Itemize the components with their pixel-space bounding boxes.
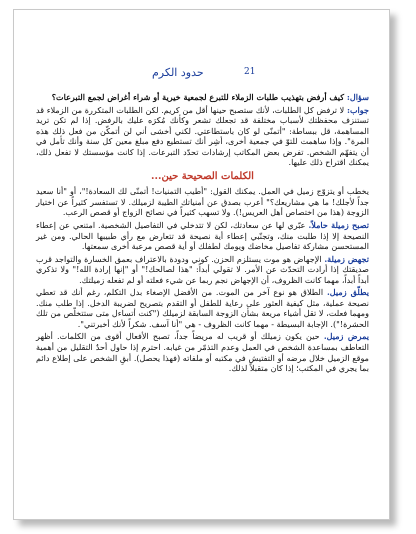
pregnancy-text: عبّري لها عن سعادتك، لكن لا تتدخلي في التفاصيل الشخصية. امتنعي عن إعطاء النصيحة إلا إذا طلبت منك، وتجنّبي إعطاء أية نصيحة قد تتعارض مع رأي طبيبها الحالي. ومن غير المستحسن مشاركة تفاصيل مخاضك ويومك لطفلك أو أية قصص مرعبة أخرى سمعتها. xyxy=(36,220,369,252)
answer-text: لا ترفض كل الطلبات، لأنك ستصبح حينها أقل من كريم. لكن الطلبات المتكررة من الزملاء قد تستنزف محفظتك لأسباب مختلفة قد تجعلك تشعر وكأنك مُكرَه عليك بالرفض. إذا لم تكن تريد المساهمة، قل ببساطة: "أتمنّى لو كان باستطاعتي. لكني أخشى أني لن أتمكّن من فعل ذلك هذه المرة". وإذا ساهمت للتوّ في جمعية أخرى، أشِر أنك تستطيع دفع مبلغ معين كل سنة وأنك تأمل في أن يتفهّم الشخص. تفرض بعض المكاتب إرشادات تحدّد التبرعات. إذا كانت مؤسستك لا تفعل ذلك، يمكنك اقتراح ذلك عليها. xyxy=(36,104,369,168)
section-title: الكلمات الصحيحة حين... xyxy=(151,170,254,182)
question-paragraph xyxy=(36,92,369,103)
answer-label: جواب: xyxy=(346,104,369,115)
page-body xyxy=(36,92,369,376)
miscarriage-text: الإجهاض هو موت يستلزم الحزن. كوني ودودة بالاعتراف بعمق الخسارة والتواجد قرب صديقتك إذا أرادت التحدّث عن الأمر. لا تقولي أبداً: "هذا لصالحك!" أو "إنها إرادة الله!" ولا تذكري أبداً أبداً، مهما كانت الظروف، أن الإجهاض نجم ربما عن شيء فعلته أو لم تفعله زميلتك. xyxy=(36,253,369,285)
answer-paragraph xyxy=(36,105,369,168)
page-title: حدود الكرم xyxy=(152,66,204,79)
illness-text: حين يكون زميلك أو قريب له مريضاً جداً، تصبح الأفعال أقوى من الكلمات. أظهر التعاطف بمساعدة الشخص في العمل وعدم التذمّر من غيابه. احترم إذا حاول أحدٌ التقليل من أهمية موقع الزميل خلال مرضه أو التفتيش في مكتبه أو ملفاته (فهذا يحصل). أبقِ الشخص على إطلاع دائم بما يجري في المكتب؛ إذا كان متقبلاً لذلك. xyxy=(36,331,369,374)
page-header xyxy=(14,66,389,82)
miscarriage-label: تجهض زميلة. xyxy=(324,253,369,264)
divorce-text: الطلاق هو نوع آخر من الموت. من الأفضل الإصغاء بدل التكلم، رغم أنك قد تعطي نصيحة عملية، مثل كيفية العثور على رعاية للطفل أو التقدم بتصريح لضريبة الدخل. إذا طلب منك. ومهما فعلت، لا تقل أشياء مريعة بشأن الزوجة السابقة لزميلك ("كنت أتساءل متى ستتخلّص من تلك الحشرة!"). الإجابة البسيطة - مهما كانت الظروف - هي "أنا آسف. شكراً لأنك أخبرتني". xyxy=(36,287,369,329)
page-number: 21 xyxy=(244,67,256,77)
question-label: سؤال: xyxy=(346,92,369,102)
paragraph-pregnancy xyxy=(36,220,369,252)
paragraph-illness xyxy=(36,331,369,373)
paragraph-miscarriage xyxy=(36,254,369,286)
question-text: كيف أرفض بتهذيب طلبات الزملاء للتبرع لجمعية خيرية أو شراء أغراض لجمع التبرعات؟ xyxy=(51,92,347,102)
pregnancy-label: تصبح زميلة حاملاً. xyxy=(308,220,369,231)
illness-label: يمرض زميل. xyxy=(323,331,370,342)
book-page xyxy=(13,9,390,520)
paragraph-divorce xyxy=(36,287,369,329)
paragraph-engagement: يخطب أو يتزوّج زميل في العمل. يمكنك القول: "أطيب التمنيات! أتمنّى لك السعادة!"، أو "أنا سعيد جداً لأجلك! ما هي مشاريعك؟" أعرب بصدق عن أمنياتك الطيبة لزميلك. لا تستفسر كثيراً عن اختيار الزوجة (هذا من اختصاص أهل العريس!). ولا تسهب كثيراً في نصائح الزواج أو قصص الرعب. xyxy=(36,186,369,218)
divorce-label: يطلّق زميل. xyxy=(326,287,369,298)
